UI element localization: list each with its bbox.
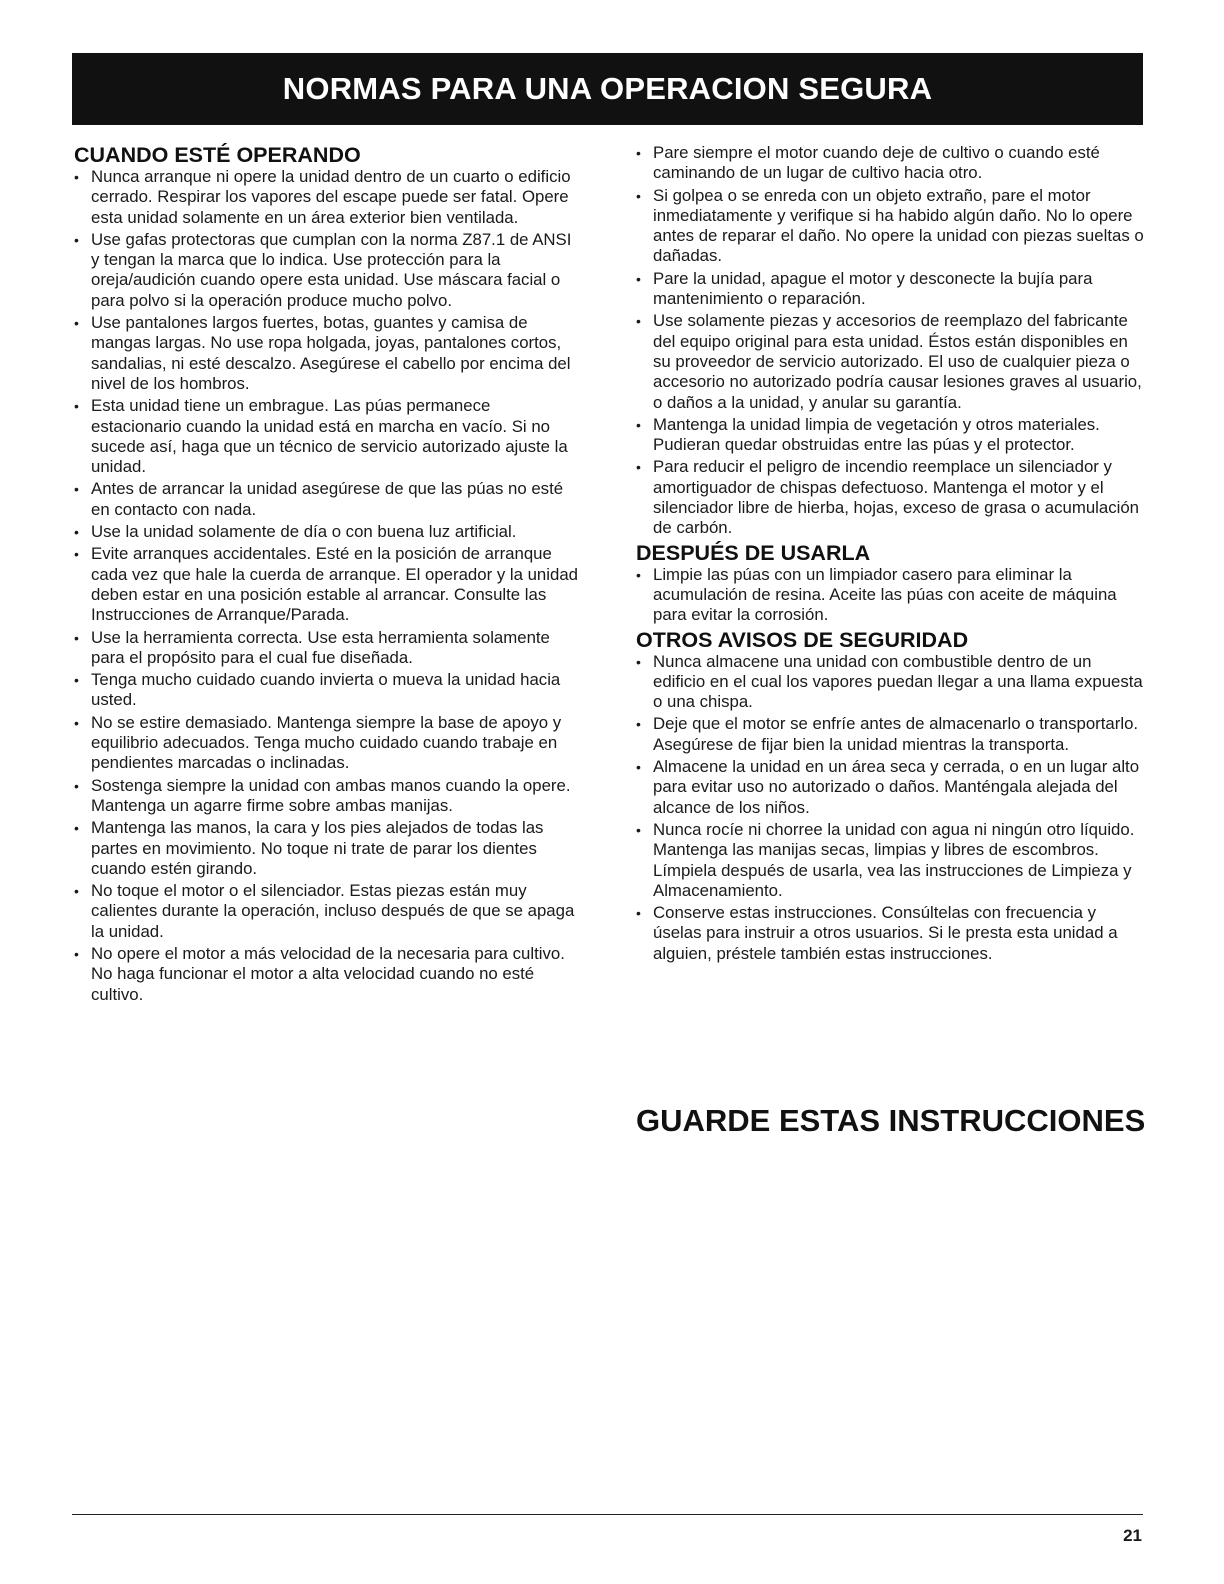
list-item: • Mantenga la unidad limpia de vegetación y otros materiales. Pudieran quedar obstruidas entre las púas y el protector. <box>636 415 1144 456</box>
other-warnings-list <box>636 652 1144 964</box>
list-item: • Pare la unidad, apague el motor y desconecte la bujía para mantenimiento o reparación. <box>636 269 1144 310</box>
list-item: • Use la herramienta correcta. Use esta herramienta solamente para el propósito para el cual fue diseñada. <box>74 628 584 669</box>
operating-rules-list <box>74 167 584 1005</box>
list-item: • Antes de arrancar la unidad asegúrese de que las púas no esté en contacto con nada. <box>74 479 584 520</box>
closing-heading: GUARDE ESTAS INSTRUCCIONES <box>636 1103 1146 1138</box>
section-heading-other-warnings: OTROS AVISOS DE SEGURIDAD <box>636 627 969 652</box>
list-item: • Tenga mucho cuidado cuando invierta o mueva la unidad hacia usted. <box>74 670 584 711</box>
list-item: • Limpie las púas con un limpiador casero para eliminar la acumulación de resina. Aceite las púas con aceite de máquina para evitar la corrosión. <box>636 565 1144 626</box>
list-item: • Deje que el motor se enfríe antes de almacenarlo o transportarlo. Asegúrese de fijar bien la unidad mientras la transporta. <box>636 714 1144 755</box>
left-column <box>74 143 584 1007</box>
list-item: • Mantenga las manos, la cara y los pies alejados de todas las partes en movimiento. No toque ni trate de parar los dientes cuando estén girando. <box>74 818 584 879</box>
section-heading-operating: CUANDO ESTÉ OPERANDO <box>74 143 361 167</box>
list-item: • Almacene la unidad en un área seca y cerrada, o en un lugar alto para evitar uso no autorizado o daños. Manténgala alejada del alcance de los niños. <box>636 757 1144 818</box>
list-item: • No se estire demasiado. Mantenga siempre la base de apoyo y equilibrio adecuados. Tenga mucho cuidado cuando trabaje en pendientes marcadas o inclinadas. <box>74 713 584 774</box>
list-item: • Para reducir el peligro de incendio reemplace un silenciador y amortiguador de chispas defectuoso. Mantenga el motor y el silenciador libre de hierba, hojas, exceso de grasa o acumulación de carbón. <box>636 457 1144 538</box>
section-heading-after-use: DESPUÉS DE USARLA <box>636 540 871 565</box>
list-item: • Nunca rocíe ni chorree la unidad con agua ni ningún otro líquido. Mantenga las manijas secas, limpias y libres de escombros. Límpiela después de usarla, vea las instrucciones de Limpieza y Almacenamiento. <box>636 820 1144 901</box>
list-item: • Use pantalones largos fuertes, botas, guantes y camisa de mangas largas. No use ropa holgada, joyas, pantalones cortos, sandalias, ni esté descalzo. Asegúrese el cabello por encima del nivel de los hombros. <box>74 313 584 394</box>
list-item: • Evite arranques accidentales. Esté en la posición de arranque cada vez que hale la cuerda de arranque. El operador y la unidad deben estar en una posición estable al arrancar. Consulte las Instrucciones de Arranque/Parada. <box>74 544 584 625</box>
page-title-banner <box>72 53 1143 125</box>
after-use-list <box>636 565 1144 626</box>
list-item: • Nunca arranque ni opere la unidad dentro de un cuarto o edificio cerrado. Respirar los vapores del escape puede ser fatal. Opere esta unidad solamente en un área exterior bien ventilada. <box>74 167 584 228</box>
footer-divider <box>72 1514 1143 1515</box>
list-item: • Pare siempre el motor cuando deje de cultivo o cuando esté caminando de un lugar de cultivo hacia otro. <box>636 143 1144 184</box>
list-item: • Conserve estas instrucciones. Consúltelas con frecuencia y úselas para instruir a otros usuarios. Si le presta esta unidad a alguien, préstele también estas instrucciones. <box>636 903 1144 964</box>
list-item: • No opere el motor a más velocidad de la necesaria para cultivo. No haga funcionar el motor a alta velocidad cuando no esté cultivo. <box>74 944 584 1005</box>
page-title: NORMAS PARA UNA OPERACION SEGURA <box>282 71 933 106</box>
page-number: 21 <box>1123 1526 1142 1545</box>
list-item: • Esta unidad tiene un embrague. Las púas permanece estacionario cuando la unidad está en marcha en vacío. Si no sucede así, haga que un técnico de servicio autorizado ajuste la unidad. <box>74 396 584 477</box>
list-item: • Si golpea o se enreda con un objeto extraño, pare el motor inmediatamente y verifique si ha habido algún daño. No lo opere antes de reparar el daño. No opere la unidad con piezas sueltas o dañadas. <box>636 186 1144 267</box>
operating-rules-continued-list <box>636 143 1144 539</box>
right-column <box>636 143 1144 966</box>
list-item: • Nunca almacene una unidad con combustible dentro de un edificio en el cual los vapores puedan llegar a una llama expuesta o una chispa. <box>636 652 1144 713</box>
list-item: • Sostenga siempre la unidad con ambas manos cuando la opere. Mantenga un agarre firme sobre ambas manijas. <box>74 776 584 817</box>
list-item: • Use solamente piezas y accesorios de reemplazo del fabricante del equipo original para esta unidad. Éstos están disponibles en su proveedor de servicio autorizado. El uso de cualquier pieza o accesorio no autorizado podría causar lesiones graves al usuario, o daños a la unidad, y anular su garantía. <box>636 311 1144 412</box>
list-item: • Use la unidad solamente de día o con buena luz artificial. <box>74 522 584 542</box>
list-item: • No toque el motor o el silenciador. Estas piezas están muy calientes durante la operación, incluso después de que se apaga la unidad. <box>74 881 584 942</box>
list-item: • Use gafas protectoras que cumplan con la norma Z87.1 de ANSI y tengan la marca que lo indica. Use protección para la oreja/audición cuando opere esta unidad. Use máscara facial o para polvo si la operación produce mucho polvo. <box>74 230 584 311</box>
